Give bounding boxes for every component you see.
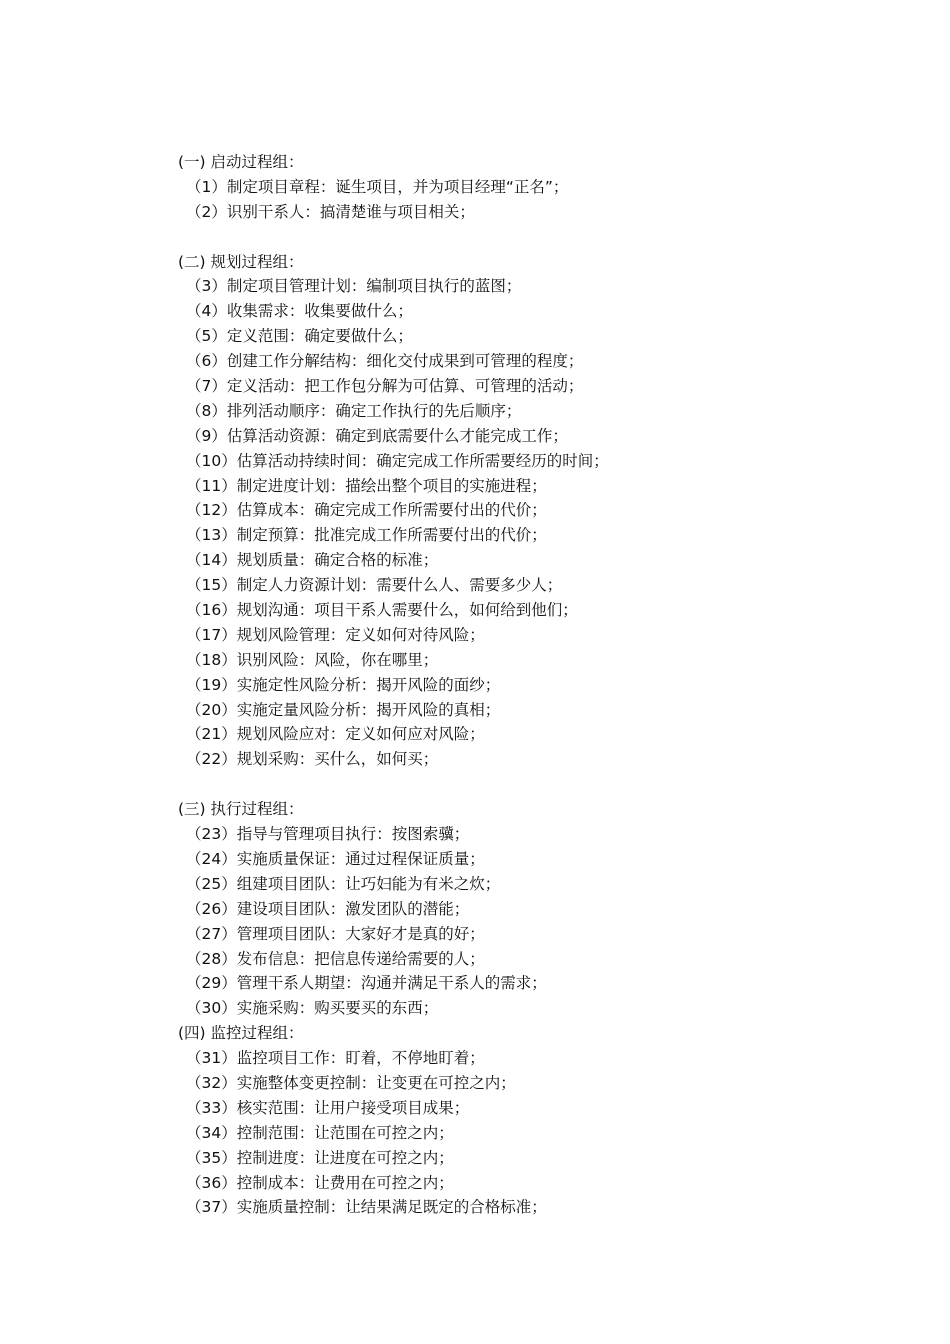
process-item: （18）识别风险：风险，你在哪里； xyxy=(186,650,439,669)
process-item: （31）监控项目工作：盯着，不停地盯着； xyxy=(186,1049,485,1068)
section-heading-executing: (三) 执行过程组： xyxy=(178,800,304,819)
process-item: （8）排列活动顺序：确定工作执行的先后顺序； xyxy=(186,401,522,420)
process-item: （4）收集需求：收集要做什么； xyxy=(186,302,413,321)
process-item: （19）实施定性风险分析：揭开风险的面纱； xyxy=(186,675,501,694)
process-item: （33）核实范围：让用户接受项目成果； xyxy=(186,1098,470,1117)
process-item: （10）估算活动持续时间：确定完成工作所需要经历的时间； xyxy=(186,451,609,470)
process-item: （11）制定进度计划：描绘出整个项目的实施进程； xyxy=(186,476,547,495)
process-item: （36）控制成本：让费用在可控之内； xyxy=(186,1173,454,1192)
process-item: （37）实施质量控制：让结果满足既定的合格标准； xyxy=(186,1198,547,1217)
process-item: （9）估算活动资源：确定到底需要什么才能完成工作； xyxy=(186,426,568,445)
process-item: （13）制定预算：批准完成工作所需要付出的代价； xyxy=(186,526,547,545)
process-item: （34）控制范围：让范围在可控之内； xyxy=(186,1123,454,1142)
process-item: （17）规划风险管理：定义如何对待风险； xyxy=(186,625,485,644)
process-item: （24）实施质量保证：通过过程保证质量； xyxy=(186,849,485,868)
process-item: （27）管理项目团队：大家好才是真的好； xyxy=(186,924,485,943)
process-item: （25）组建项目团队：让巧妇能为有米之炊； xyxy=(186,874,501,893)
section-heading-planning: (二) 规划过程组： xyxy=(178,252,304,271)
process-item: （23）指导与管理项目执行：按图索骥； xyxy=(186,825,470,844)
section-heading-monitoring: (四) 监控过程组： xyxy=(178,1024,304,1043)
process-item: （15）制定人力资源计划：需要什么人、需要多少人； xyxy=(186,576,563,595)
section-spacer xyxy=(178,225,878,250)
process-item: （7）定义活动：把工作包分解为可估算、可管理的活动； xyxy=(186,377,584,396)
process-item: （21）规划风险应对：定义如何应对风险； xyxy=(186,725,485,744)
section-spacer xyxy=(178,772,878,797)
process-item: （5）定义范围：确定要做什么； xyxy=(186,327,413,346)
process-item: （28）发布信息：把信息传递给需要的人； xyxy=(186,949,485,968)
process-item: （32）实施整体变更控制：让变更在可控之内； xyxy=(186,1073,516,1092)
process-item: （2）识别干系人：搞清楚谁与项目相关； xyxy=(186,202,475,221)
process-item: （16）规划沟通：项目干系人需要什么，如何给到他们； xyxy=(186,601,578,620)
process-item: （30）实施采购：购买要买的东西； xyxy=(186,999,439,1018)
process-item: （6）创建工作分解结构：细化交付成果到可管理的程度； xyxy=(186,352,584,371)
process-item: （35）控制进度：让进度在可控之内； xyxy=(186,1148,454,1167)
process-item: （1）制定项目章程：诞生项目，并为项目经理“正名”； xyxy=(186,177,569,196)
process-item: （22）规划采购：买什么，如何买； xyxy=(186,750,439,769)
process-item: （20）实施定量风险分析：揭开风险的真相； xyxy=(186,700,501,719)
process-item: （26）建设项目团队：激发团队的潜能； xyxy=(186,899,470,918)
document-body xyxy=(178,150,878,1220)
process-item: （29）管理干系人期望：沟通并满足干系人的需求； xyxy=(186,974,547,993)
process-item: （14）规划质量：确定合格的标准； xyxy=(186,551,439,570)
section-heading-initiating: (一) 启动过程组： xyxy=(178,153,304,171)
process-item: （3）制定项目管理计划：编制项目执行的蓝图； xyxy=(186,277,522,296)
process-item: （12）估算成本：确定完成工作所需要付出的代价； xyxy=(186,501,547,520)
